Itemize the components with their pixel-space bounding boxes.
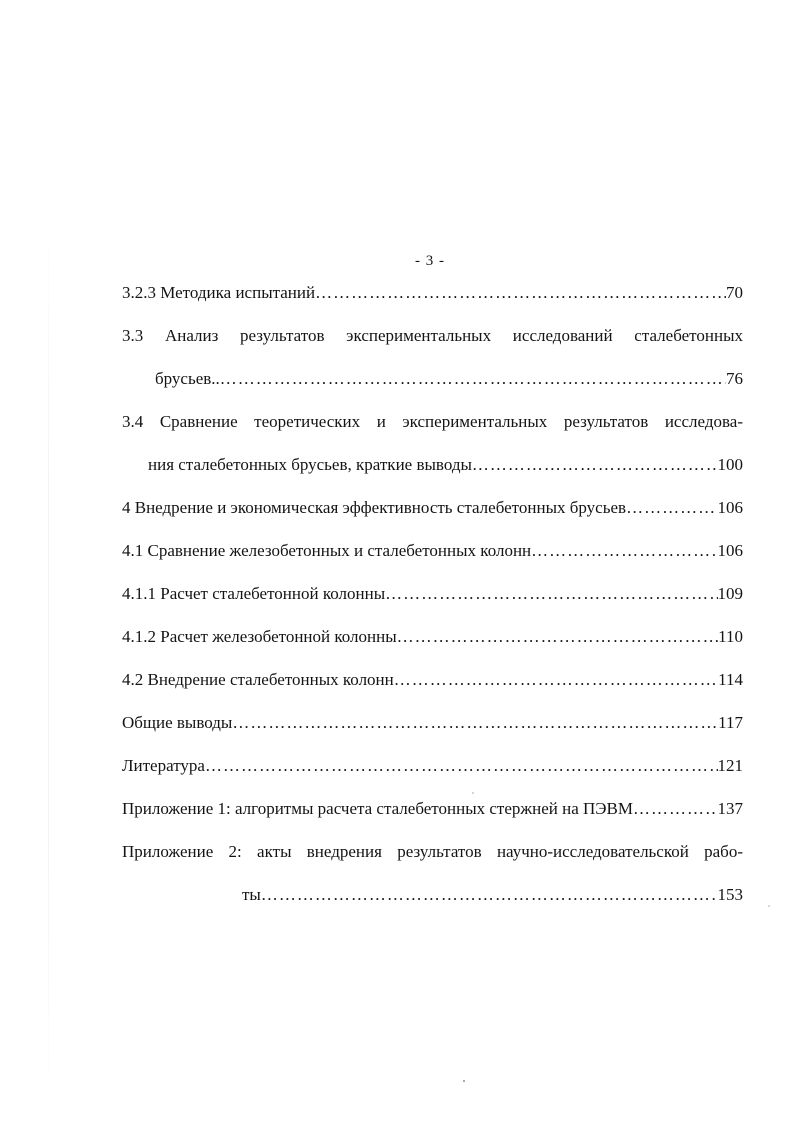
toc-entry-title: 4.1.1 Расчет сталебетонной колонны [122,584,386,603]
toc-entry [122,324,743,348]
toc-entry-title: 4.1 Сравнение железобетонных и сталебетонных колонн [122,541,532,560]
toc-entry [122,797,743,821]
toc-entry-title: Приложение 2: акты внедрения результатов научно-исследовательской рабо- [122,842,743,861]
toc-entry [122,668,743,692]
toc-entry-page: 153 [717,885,743,904]
toc-entry-title: 3.2.3 Методика испытаний [122,283,316,302]
toc-entry-page: 137 [717,799,743,818]
toc-entry-page: 121 [717,756,743,775]
dot-leader [397,625,718,649]
toc-entry-continuation [155,367,743,391]
toc-entry-page: 70 [726,283,743,302]
toc-entry [122,711,743,735]
toc-entry-page: 106 [717,498,743,517]
page-number: - 3 - [415,253,445,269]
toc-entry-title: ния сталебетонных брусьев, краткие выводы [148,455,472,474]
dot-leader [472,453,718,477]
toc-entry-title: брусьев.. [155,369,220,388]
toc-entry [122,281,743,305]
toc-entry [122,625,743,649]
dot-leader [394,668,718,692]
dot-leader [633,797,718,821]
toc-entry-page: 100 [717,455,743,474]
toc-entry-page: 106 [717,541,743,560]
dot-leader [205,754,718,778]
toc-entry-title: Приложение 1: алгоритмы расчета сталебетонных стержней на ПЭВМ [122,799,633,818]
toc-entry-title: 3.3 Анализ результатов экспериментальных исследований сталебетонных [122,326,743,345]
toc-entry [122,539,743,563]
toc-entry-page: 110 [718,627,743,646]
toc-entry-title: 4.2 Внедрение сталебетонных колонн [122,670,394,689]
toc-entry [122,582,743,606]
toc-entry-page: 76 [726,369,743,388]
toc-entry-continuation [148,453,743,477]
toc-entry [122,754,743,778]
toc-entry-title: 3.4 Сравнение теоретических и экспериментальных результатов исследова- [122,412,743,431]
dot-leader [220,367,726,391]
toc-entry [122,840,743,864]
toc-entry [122,410,743,434]
dot-leader [315,281,726,305]
toc-entry-page: 114 [718,670,743,689]
toc-entry-title: Общие выводы [122,713,233,732]
scan-speck [472,792,474,794]
toc-entry-page: 117 [718,713,743,732]
scan-speck [463,1080,465,1082]
toc-entry-title: 4.1.2 Расчет железобетонной колонны [122,627,397,646]
toc-entry-page: 109 [717,584,743,603]
scan-edge [48,210,49,1110]
dot-leader [232,711,718,735]
scan-speck [768,905,770,907]
toc-entry-title: 4 Внедрение и экономическая эффективность сталебетонных брусьев [122,498,627,517]
toc-entry [122,496,743,520]
dot-leader [261,883,718,907]
toc-entry-title: Литература [122,756,205,775]
dot-leader [385,582,717,606]
toc-entry-title: ты [242,885,261,904]
dot-leader [531,539,717,563]
toc-entry-continuation [242,883,743,907]
dot-leader [626,496,717,520]
